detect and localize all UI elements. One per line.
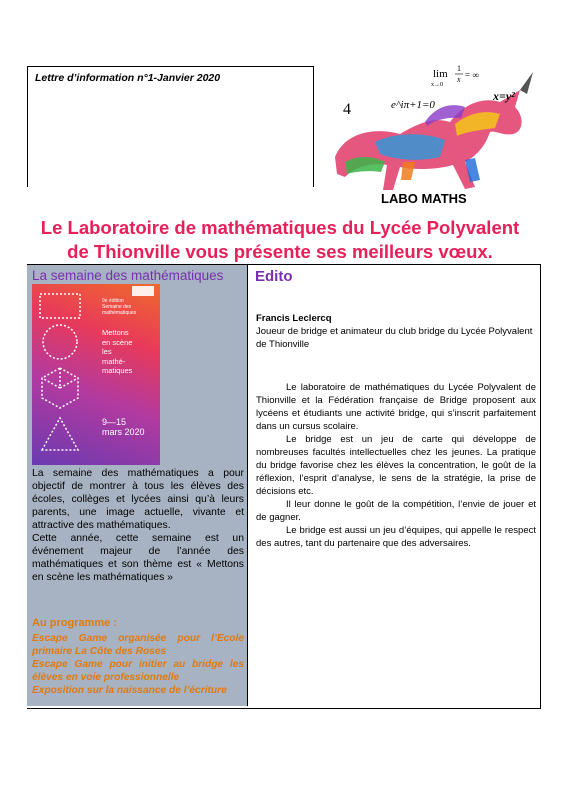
author-description: Joueur de bridge et animateur du club bridge du Lycée Polyvalent de Thionville (256, 326, 533, 350)
dotted-circle (43, 325, 77, 359)
formula-numerator: 1 (457, 64, 461, 73)
poster-line-2: en scène (102, 337, 133, 347)
formula-euler: e^iπ+1=0 (391, 99, 435, 111)
formula-lim: lim (433, 68, 448, 80)
poster-tag-1: 9e édition (102, 298, 124, 304)
dotted-rectangle (40, 294, 80, 318)
poster-date (102, 417, 145, 437)
formula-denominator: x (457, 75, 461, 84)
dotted-cube (42, 368, 78, 408)
formula-infinity: = ∞ (465, 70, 479, 80)
formula-xy: x=y² (493, 89, 515, 103)
poster-line-5: matiques (102, 366, 133, 375)
dotted-triangle (42, 418, 78, 450)
author-name: Francis Leclercq (256, 313, 332, 324)
edito-article (256, 381, 536, 550)
program-item: Escape Game pour initier au bridge les élèves en voie professionnelle (32, 659, 244, 683)
edito-title: Edito (255, 268, 293, 285)
poster-line-1: Mettons (102, 328, 129, 337)
header-box (27, 66, 314, 187)
left-paragraph-1: La semaine des mathématiques a pour objectif de montrer à tous les élèves des écoles, collèges et lycées ainsi qu’à leurs parents, une image actuelle, vivante et attractive des mathématiques. (32, 468, 244, 531)
poster-date-2: mars 2020 (102, 427, 145, 437)
poster-line-4: mathé- (102, 356, 126, 366)
left-body (32, 467, 244, 584)
poster-image (32, 284, 160, 465)
poster-main-text (102, 328, 132, 376)
article-paragraph: Le bridge est aussi un jeu d’équipes, qui appelle le respect des autres, tant du partenaire que des adversaires. (256, 525, 536, 549)
poster-shapes (32, 284, 160, 465)
left-section-title: La semaine des mathématiques (32, 268, 224, 283)
poster-tag-2: Semaine des (102, 304, 132, 310)
formula-limit-sub: x→0 (431, 82, 443, 88)
poster-tag (102, 298, 136, 316)
poster-logo (132, 286, 154, 296)
headline (20, 216, 540, 264)
left-column (27, 265, 248, 706)
labo-maths-logo (315, 62, 540, 212)
article-paragraph: Il leur donne le goût de la compétition, l’envie de jouer et de gagner. (256, 499, 536, 523)
article-paragraph: Le laboratoire de mathématiques du Lycée Polyvalent de Thionville et la Fédération française de Bridge proposent aux lycéens et étudiants une activité bridge, qui s’inscrit parfaitement dans un cursus scolaire. (256, 382, 536, 432)
program-title: Au programme : (32, 617, 117, 629)
left-paragraph-2: Cette année, cette semaine est un événement majeur de l’année des mathématiques et son thème est « Mettons en scène les mathématiques » (32, 533, 244, 583)
issue-line: Lettre d’information n°1-Janvier 2020 (35, 72, 221, 84)
headline-line-2: de Thionville vous présente ses meilleurs vœux. (67, 241, 493, 262)
program-item: Exposition sur la naissance de l’écriture (32, 685, 227, 696)
poster-date-1: 9—15 (102, 417, 127, 427)
formula-four: 4 (343, 101, 351, 118)
logo-label: LABO MATHS (381, 191, 467, 206)
headline-line-1: Le Laboratoire de mathématiques du Lycée Polyvalent (40, 217, 520, 238)
program-item: Escape Game organisée pour l’Ecole primaire La Côte des Roses (32, 633, 244, 657)
poster-line-3: les (102, 347, 112, 356)
article-paragraph: Le bridge est un jeu de carte qui développe de nombreuses facultés intellectuelles chez les jeunes. La pratique du bridge favorise chez les élèves la concentration, le goût de la réflexion, l’esprit d’analyse, le sens de la stratégie, la prise de décisions etc. (256, 434, 536, 497)
poster-tag-3: mathématiques (102, 310, 137, 316)
